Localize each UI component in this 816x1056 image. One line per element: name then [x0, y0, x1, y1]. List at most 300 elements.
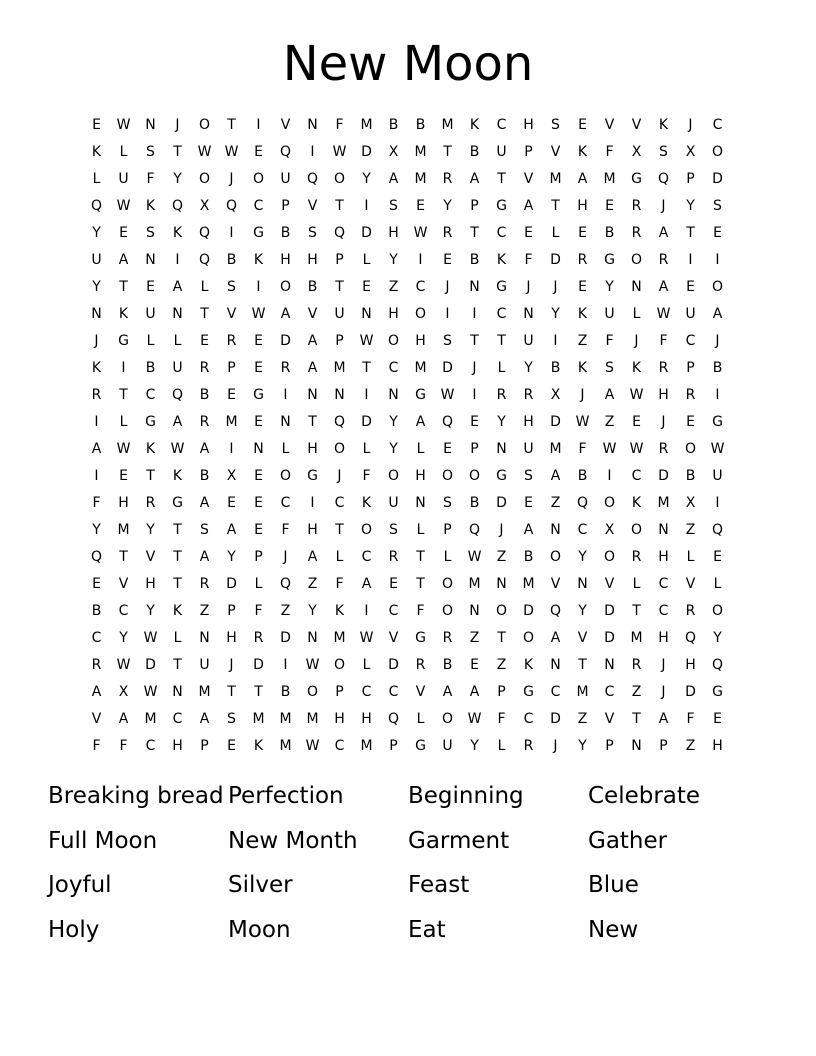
- grid-letter: R: [658, 360, 669, 376]
- grid-letter: N: [307, 387, 318, 403]
- grid-letter: Z: [280, 603, 291, 619]
- word-list-item: Garment: [408, 827, 510, 854]
- grid-letter: F: [119, 738, 128, 754]
- grid-letter: O: [198, 171, 211, 187]
- grid-letter: W: [116, 441, 131, 457]
- grid-letter: Y: [686, 198, 695, 214]
- grid-letter: P: [443, 522, 452, 538]
- grid-letter: J: [688, 117, 693, 133]
- grid-letter: E: [578, 279, 587, 295]
- grid-letter: C: [577, 522, 588, 538]
- grid-letter: W: [602, 441, 617, 457]
- grid-letter: T: [497, 333, 506, 349]
- grid-letter: T: [335, 279, 344, 295]
- grid-letter: N: [631, 738, 642, 754]
- grid-letter: C: [604, 684, 615, 700]
- grid-letter: K: [658, 117, 669, 133]
- grid-letter: T: [470, 225, 479, 241]
- grid-letter: G: [145, 414, 156, 430]
- grid-letter: L: [686, 549, 695, 565]
- grid-letter: C: [550, 684, 561, 700]
- grid-letter: Z: [469, 630, 480, 646]
- grid-letter: V: [307, 306, 318, 322]
- grid-letter: V: [604, 117, 615, 133]
- grid-letter: F: [92, 738, 101, 754]
- grid-letter: N: [91, 306, 102, 322]
- grid-letter: N: [253, 441, 264, 457]
- grid-letter: G: [415, 630, 426, 646]
- grid-letter: M: [144, 711, 157, 727]
- grid-letter: P: [281, 198, 290, 214]
- grid-letter: O: [468, 468, 481, 484]
- grid-letter: A: [469, 171, 480, 187]
- grid-letter: N: [550, 657, 561, 673]
- grid-letter: G: [712, 414, 723, 430]
- grid-letter: B: [388, 117, 399, 133]
- grid-letter: K: [118, 306, 129, 322]
- grid-letter: Q: [468, 522, 481, 538]
- grid-letter: N: [550, 522, 561, 538]
- grid-letter: E: [227, 495, 236, 511]
- grid-letter: D: [361, 414, 372, 430]
- grid-letter: V: [280, 117, 291, 133]
- word-list-item: Joyful: [48, 872, 112, 898]
- grid-letter: D: [361, 144, 372, 160]
- grid-letter: G: [415, 738, 426, 754]
- grid-letter: A: [361, 576, 372, 592]
- grid-letter: G: [523, 684, 534, 700]
- grid-letter: V: [685, 576, 696, 592]
- grid-letter: H: [361, 711, 372, 727]
- grid-letter: D: [280, 333, 291, 349]
- grid-letter: U: [388, 495, 399, 511]
- grid-letter: D: [145, 657, 156, 673]
- grid-letter: T: [173, 522, 182, 538]
- grid-letter: Y: [362, 171, 371, 187]
- grid-letter: U: [685, 306, 696, 322]
- grid-letter: E: [443, 441, 452, 457]
- grid-letter: M: [225, 414, 238, 430]
- grid-letter: N: [469, 603, 480, 619]
- grid-letter: J: [499, 522, 504, 538]
- grid-letter: B: [469, 144, 480, 160]
- grid-letter: Z: [496, 657, 507, 673]
- grid-letter: T: [362, 360, 371, 376]
- grid-letter: F: [146, 171, 155, 187]
- grid-letter: O: [711, 144, 724, 160]
- word-list-item: Breaking bread: [48, 783, 224, 809]
- grid-letter: M: [279, 711, 292, 727]
- grid-letter: E: [713, 225, 722, 241]
- grid-letter: O: [279, 468, 292, 484]
- grid-letter: L: [416, 522, 425, 538]
- grid-row: [83, 652, 733, 679]
- grid-letter: C: [361, 684, 372, 700]
- grid-letter: F: [497, 711, 506, 727]
- grid-letter: E: [254, 360, 263, 376]
- grid-letter: B: [712, 360, 723, 376]
- grid-letter: N: [469, 279, 480, 295]
- grid-letter: T: [173, 144, 182, 160]
- grid-letter: V: [604, 711, 615, 727]
- grid-letter: E: [227, 738, 236, 754]
- grid-row: [83, 625, 733, 652]
- grid-letter: B: [442, 657, 453, 673]
- word-list-item: Gather: [588, 827, 668, 854]
- grid-letter: D: [388, 657, 399, 673]
- grid-letter: T: [497, 171, 506, 187]
- grid-letter: Z: [199, 603, 210, 619]
- grid-letter: A: [199, 549, 210, 565]
- grid-letter: K: [361, 495, 372, 511]
- grid-letter: U: [604, 306, 615, 322]
- grid-letter: H: [523, 414, 534, 430]
- word-list-item: Silver: [228, 872, 293, 898]
- grid-letter: Q: [576, 495, 589, 511]
- grid-letter: S: [308, 225, 317, 241]
- grid-letter: S: [227, 711, 236, 727]
- grid-letter: U: [712, 468, 723, 484]
- grid-letter: I: [310, 144, 315, 160]
- grid-letter: J: [634, 333, 639, 349]
- grid-letter: K: [172, 603, 183, 619]
- grid-letter: A: [550, 630, 561, 646]
- grid-letter: P: [335, 684, 344, 700]
- grid-letter: Q: [198, 225, 211, 241]
- grid-letter: W: [359, 630, 374, 646]
- grid-letter: J: [175, 117, 180, 133]
- grid-letter: N: [496, 441, 507, 457]
- grid-letter: Q: [306, 171, 319, 187]
- grid-letter: Z: [307, 576, 318, 592]
- grid-letter: R: [496, 387, 507, 403]
- grid-letter: J: [553, 279, 558, 295]
- grid-letter: W: [116, 657, 131, 673]
- grid-letter: C: [91, 630, 102, 646]
- grid-letter: R: [631, 198, 642, 214]
- grid-letter: O: [441, 576, 454, 592]
- grid-letter: H: [388, 306, 399, 322]
- word-list-item: New Month: [228, 827, 358, 854]
- grid-letter: B: [550, 360, 561, 376]
- grid-letter: L: [254, 576, 263, 592]
- grid-letter: P: [497, 684, 506, 700]
- grid-letter: O: [441, 711, 454, 727]
- grid-letter: I: [175, 252, 180, 268]
- grid-row: [83, 571, 733, 598]
- grid-letter: C: [361, 549, 372, 565]
- grid-letter: E: [254, 495, 263, 511]
- page-title: New Moon: [282, 36, 534, 92]
- grid-letter: V: [91, 711, 102, 727]
- grid-letter: Y: [92, 522, 101, 538]
- grid-letter: H: [658, 630, 669, 646]
- grid-letter: K: [253, 252, 264, 268]
- grid-letter: C: [415, 279, 426, 295]
- grid-letter: X: [226, 468, 237, 484]
- grid-letter: Q: [711, 522, 724, 538]
- grid-letter: Y: [713, 630, 722, 646]
- grid-letter: B: [415, 117, 426, 133]
- grid-letter: M: [360, 117, 373, 133]
- word-list-item: Moon: [228, 916, 291, 943]
- grid-letter: Q: [171, 387, 184, 403]
- grid-letter: E: [92, 117, 101, 133]
- grid-letter: R: [631, 657, 642, 673]
- grid-letter: N: [388, 387, 399, 403]
- grid-letter: S: [227, 279, 236, 295]
- grid-letter: U: [118, 171, 129, 187]
- grid-row: [83, 517, 733, 544]
- grid-letter: J: [283, 549, 288, 565]
- grid-letter: A: [307, 333, 318, 349]
- grid-letter: E: [713, 711, 722, 727]
- grid-letter: R: [523, 738, 534, 754]
- grid-letter: U: [496, 144, 507, 160]
- grid-letter: L: [551, 225, 560, 241]
- grid-letter: E: [119, 225, 128, 241]
- grid-letter: G: [496, 468, 507, 484]
- grid-letter: G: [118, 333, 129, 349]
- grid-letter: D: [604, 603, 615, 619]
- grid-letter: Y: [578, 738, 587, 754]
- grid-letter: E: [470, 657, 479, 673]
- grid-letter: T: [173, 549, 182, 565]
- grid-letter: O: [333, 441, 346, 457]
- grid-letter: T: [416, 549, 425, 565]
- grid-letter: Y: [389, 441, 398, 457]
- grid-letter: I: [256, 279, 261, 295]
- grid-letter: Z: [496, 549, 507, 565]
- grid-letter: D: [523, 603, 534, 619]
- grid-row: [83, 733, 733, 760]
- grid-letter: Y: [605, 279, 614, 295]
- grid-letter: I: [229, 441, 234, 457]
- grid-letter: O: [495, 603, 508, 619]
- grid-letter: D: [604, 630, 615, 646]
- grid-letter: G: [496, 198, 507, 214]
- grid-letter: D: [226, 576, 237, 592]
- grid-letter: W: [224, 144, 239, 160]
- grid-letter: Z: [388, 279, 399, 295]
- grid-letter: R: [280, 360, 291, 376]
- grid-letter: E: [254, 144, 263, 160]
- grid-letter: I: [364, 198, 369, 214]
- word-list-item: Feast: [408, 872, 470, 898]
- grid-letter: F: [281, 522, 290, 538]
- grid-letter: C: [712, 117, 723, 133]
- grid-letter: K: [172, 468, 183, 484]
- grid-row: [83, 598, 733, 625]
- grid-letter: G: [172, 495, 183, 511]
- grid-letter: J: [580, 387, 585, 403]
- grid-letter: M: [333, 360, 346, 376]
- grid-letter: C: [145, 738, 156, 754]
- grid-letter: L: [362, 252, 371, 268]
- grid-letter: P: [200, 738, 209, 754]
- grid-letter: W: [629, 441, 644, 457]
- grid-letter: A: [172, 279, 183, 295]
- grid-letter: Q: [549, 603, 562, 619]
- grid-letter: V: [118, 576, 129, 592]
- grid-letter: H: [415, 333, 426, 349]
- grid-letter: U: [280, 171, 291, 187]
- grid-letter: T: [443, 144, 452, 160]
- grid-letter: V: [145, 549, 156, 565]
- grid-letter: P: [659, 738, 668, 754]
- grid-letter: C: [253, 198, 264, 214]
- grid-letter: J: [661, 414, 666, 430]
- grid-letter: E: [92, 576, 101, 592]
- grid-letter: V: [415, 684, 426, 700]
- grid-letter: A: [280, 306, 291, 322]
- grid-letter: L: [335, 549, 344, 565]
- grid-row: [83, 463, 733, 490]
- grid-letter: L: [200, 279, 209, 295]
- grid-letter: A: [199, 711, 210, 727]
- grid-letter: O: [279, 279, 292, 295]
- grid-letter: E: [524, 225, 533, 241]
- grid-letter: L: [281, 441, 290, 457]
- grid-letter: S: [713, 198, 722, 214]
- grid-letter: Y: [92, 225, 101, 241]
- grid-letter: M: [279, 738, 292, 754]
- letter-grid: [83, 112, 733, 760]
- grid-letter: H: [523, 117, 534, 133]
- grid-letter: A: [658, 225, 669, 241]
- grid-row: [83, 679, 733, 706]
- grid-letter: I: [94, 414, 99, 430]
- grid-letter: A: [199, 441, 210, 457]
- grid-letter: K: [91, 360, 102, 376]
- grid-letter: N: [361, 306, 372, 322]
- grid-letter: E: [632, 414, 641, 430]
- grid-letter: M: [657, 495, 670, 511]
- grid-letter: B: [523, 549, 534, 565]
- grid-letter: K: [91, 144, 102, 160]
- grid-letter: U: [523, 441, 534, 457]
- grid-letter: Y: [227, 549, 236, 565]
- grid-letter: D: [658, 468, 669, 484]
- grid-letter: K: [496, 252, 507, 268]
- grid-letter: S: [443, 333, 452, 349]
- grid-letter: N: [415, 495, 426, 511]
- word-list-item: Full Moon: [48, 827, 158, 854]
- grid-letter: O: [198, 117, 211, 133]
- grid-letter: K: [577, 144, 588, 160]
- grid-letter: L: [443, 549, 452, 565]
- grid-letter: Z: [631, 684, 642, 700]
- grid-letter: L: [497, 360, 506, 376]
- grid-letter: K: [172, 225, 183, 241]
- grid-letter: P: [470, 441, 479, 457]
- grid-letter: B: [685, 468, 696, 484]
- grid-letter: F: [524, 252, 533, 268]
- grid-letter: H: [172, 738, 183, 754]
- grid-letter: W: [575, 414, 590, 430]
- grid-letter: M: [360, 738, 373, 754]
- grid-letter: P: [227, 603, 236, 619]
- grid-letter: L: [119, 414, 128, 430]
- grid-letter: E: [605, 198, 614, 214]
- grid-letter: H: [334, 711, 345, 727]
- grid-letter: A: [658, 711, 669, 727]
- grid-row: [83, 220, 733, 247]
- grid-letter: A: [307, 549, 318, 565]
- grid-letter: X: [604, 522, 615, 538]
- grid-letter: N: [172, 306, 183, 322]
- grid-letter: T: [173, 576, 182, 592]
- grid-letter: K: [469, 117, 480, 133]
- grid-letter: B: [604, 225, 615, 241]
- grid-letter: A: [388, 171, 399, 187]
- grid-letter: P: [227, 360, 236, 376]
- grid-letter: E: [119, 468, 128, 484]
- grid-letter: R: [577, 252, 588, 268]
- grid-letter: P: [254, 549, 263, 565]
- grid-letter: A: [442, 684, 453, 700]
- grid-letter: A: [226, 522, 237, 538]
- grid-letter: B: [280, 684, 291, 700]
- grid-letter: O: [549, 549, 562, 565]
- grid-letter: Y: [389, 414, 398, 430]
- grid-letter: X: [631, 144, 642, 160]
- grid-letter: W: [305, 657, 320, 673]
- word-list-item: New: [588, 916, 639, 943]
- grid-letter: V: [631, 117, 642, 133]
- grid-letter: A: [550, 468, 561, 484]
- grid-letter: T: [308, 414, 317, 430]
- grid-letter: R: [685, 387, 696, 403]
- grid-letter: T: [497, 630, 506, 646]
- grid-letter: B: [199, 468, 210, 484]
- grid-letter: K: [145, 441, 156, 457]
- grid-letter: Y: [308, 603, 317, 619]
- grid-letter: E: [254, 522, 263, 538]
- grid-row: [83, 355, 733, 382]
- grid-letter: O: [414, 306, 427, 322]
- grid-letter: P: [470, 198, 479, 214]
- grid-letter: Q: [225, 198, 238, 214]
- grid-letter: T: [173, 657, 182, 673]
- grid-letter: J: [229, 657, 234, 673]
- grid-letter: U: [334, 306, 345, 322]
- grid-letter: R: [415, 657, 426, 673]
- grid-letter: F: [659, 333, 668, 349]
- grid-letter: C: [388, 603, 399, 619]
- grid-letter: H: [307, 441, 318, 457]
- grid-letter: J: [472, 360, 477, 376]
- grid-letter: J: [526, 279, 531, 295]
- grid-letter: R: [442, 171, 453, 187]
- grid-letter: T: [551, 198, 560, 214]
- grid-row: [83, 247, 733, 274]
- grid-letter: V: [550, 576, 561, 592]
- grid-letter: W: [467, 711, 482, 727]
- grid-letter: N: [577, 576, 588, 592]
- grid-letter: Y: [389, 252, 398, 268]
- grid-letter: M: [306, 711, 319, 727]
- grid-letter: W: [359, 333, 374, 349]
- grid-letter: I: [715, 495, 720, 511]
- grid-letter: H: [280, 252, 291, 268]
- grid-letter: B: [469, 495, 480, 511]
- grid-letter: T: [632, 603, 641, 619]
- grid-letter: S: [551, 117, 560, 133]
- grid-letter: F: [605, 333, 614, 349]
- grid-letter: S: [146, 225, 155, 241]
- grid-letter: T: [119, 279, 128, 295]
